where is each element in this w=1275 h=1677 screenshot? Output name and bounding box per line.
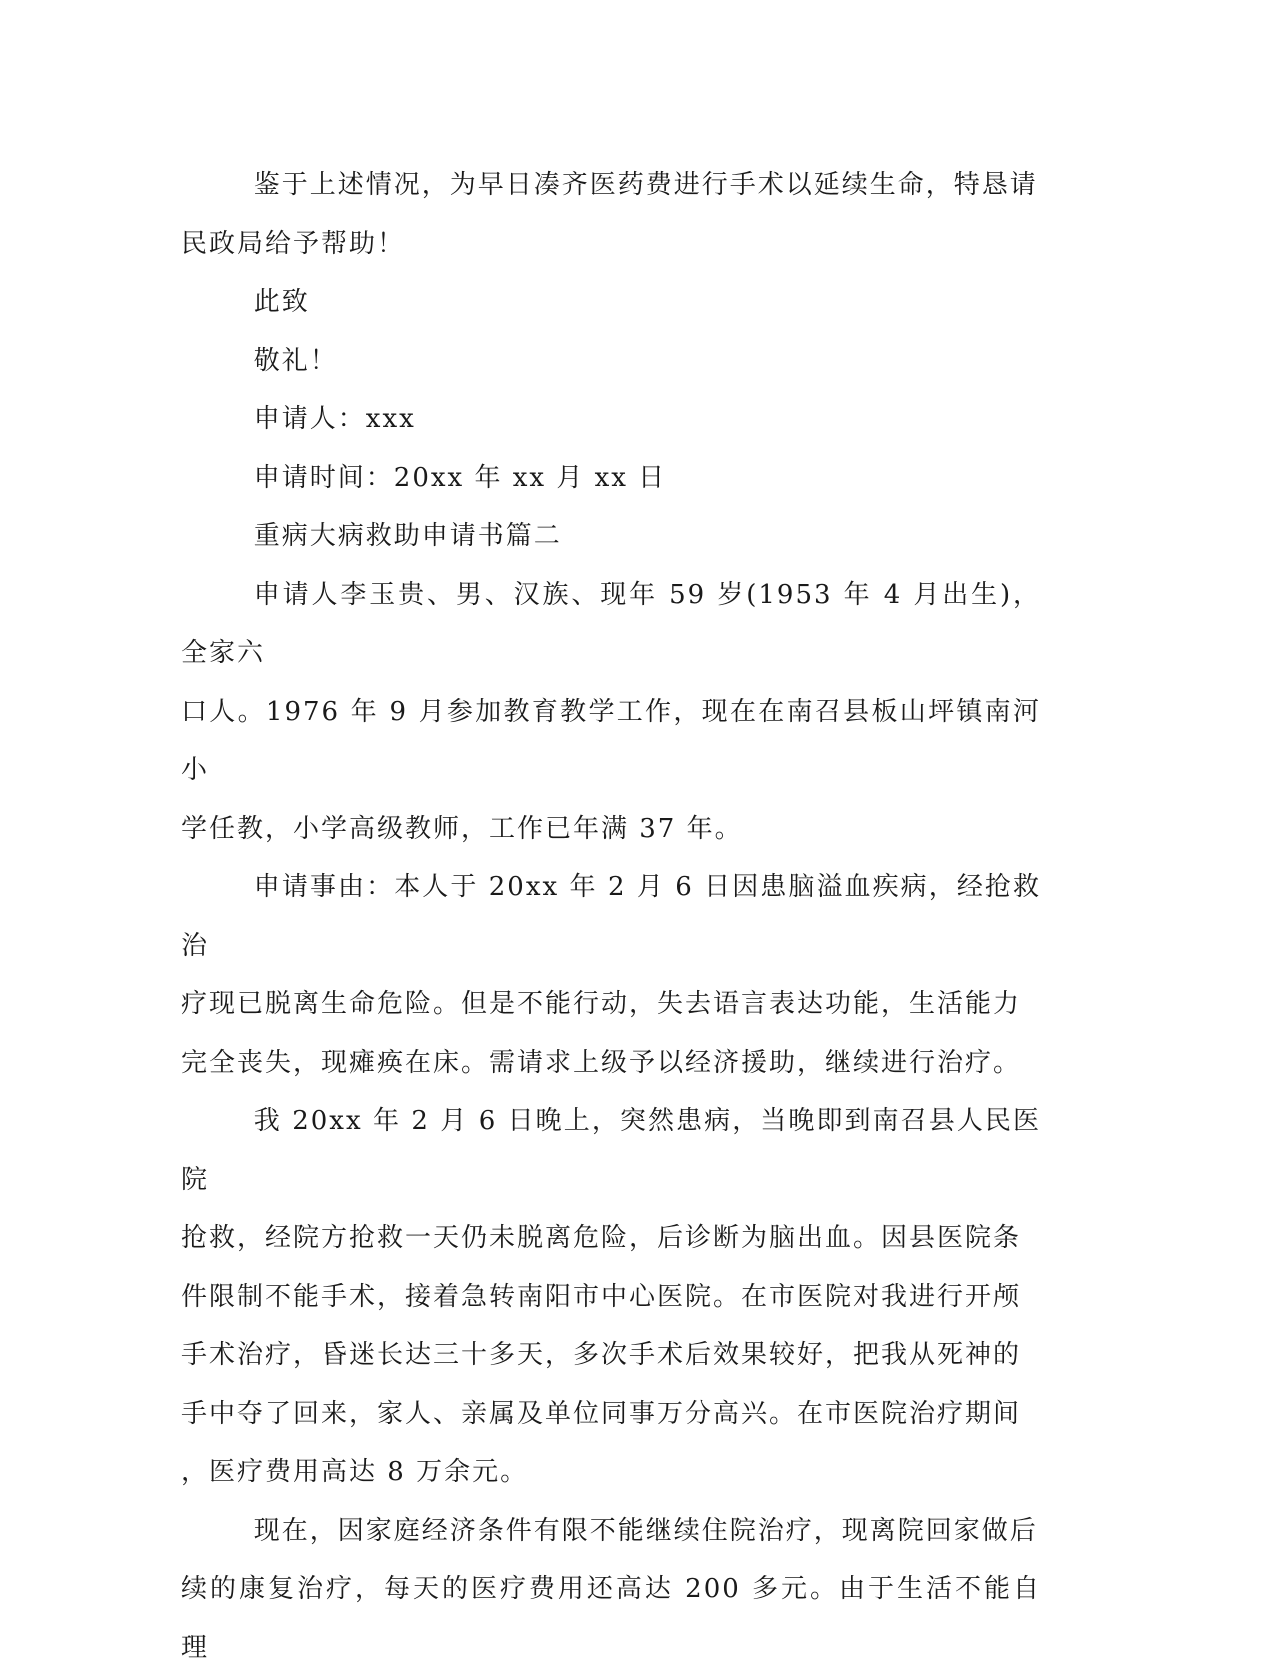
paragraph-current-situation: [181, 1502, 1041, 1677]
text-line: 申请事由：本人于 20xx 年 2 月 6 日因患脑溢血疾病，经抢救治: [181, 858, 1041, 975]
paragraph-applicant-info: [181, 566, 1041, 859]
text-line: 鉴于上述情况，为早日凑齐医药费进行手术以延续生命，特恳请: [181, 156, 1041, 215]
text-line: 此致: [181, 273, 1041, 332]
paragraph-date: [181, 449, 1041, 508]
paragraph-appeal: [181, 156, 1041, 273]
text-line: 学任教，小学高级教师，工作已年满 37 年。: [181, 800, 1041, 859]
text-line: 民政局给予帮助！: [181, 215, 1041, 274]
text-line: 敬礼！: [181, 332, 1041, 391]
text-line: 手术治疗，昏迷长达三十多天，多次手术后效果较好，把我从死神的: [181, 1326, 1041, 1385]
paragraph-reason: [181, 858, 1041, 1092]
paragraph-illness-history: [181, 1092, 1041, 1502]
text-line: 件限制不能手术，接着急转南阳市中心医院。在市医院对我进行开颅: [181, 1268, 1041, 1327]
document-body: [181, 156, 1041, 1677]
text-line: 续的康复治疗，每天的医疗费用还高达 200 多元。由于生活不能自理: [181, 1560, 1041, 1677]
text-line: 疗现已脱离生命危险。但是不能行动，失去语言表达功能，生活能力: [181, 975, 1041, 1034]
section-title: [181, 507, 1041, 566]
text-line: 现在，因家庭经济条件有限不能继续住院治疗，现离院回家做后: [181, 1502, 1041, 1561]
text-line: 申请人李玉贵、男、汉族、现年 59 岁(1953 年 4 月出生)，全家六: [181, 566, 1041, 683]
text-line: 手中夺了回来，家人、亲属及单位同事万分高兴。在市医院治疗期间: [181, 1385, 1041, 1444]
paragraph-salutation: [181, 273, 1041, 332]
text-line: 申请时间：20xx 年 xx 月 xx 日: [181, 449, 1041, 508]
text-line: 重病大病救助申请书篇二: [181, 507, 1041, 566]
text-line: 口人。1976 年 9 月参加教育教学工作，现在在南召县板山坪镇南河小: [181, 683, 1041, 800]
text-line: 申请人：xxx: [181, 390, 1041, 449]
text-line: ，医疗费用高达 8 万余元。: [181, 1443, 1041, 1502]
text-line: 抢救，经院方抢救一天仍未脱离危险，后诊断为脑出血。因县医院条: [181, 1209, 1041, 1268]
paragraph-applicant: [181, 390, 1041, 449]
text-line: 我 20xx 年 2 月 6 日晚上，突然患病，当晚即到南召县人民医院: [181, 1092, 1041, 1209]
text-line: 完全丧失，现瘫痪在床。需请求上级予以经济援助，继续进行治疗。: [181, 1034, 1041, 1093]
paragraph-regards: [181, 332, 1041, 391]
